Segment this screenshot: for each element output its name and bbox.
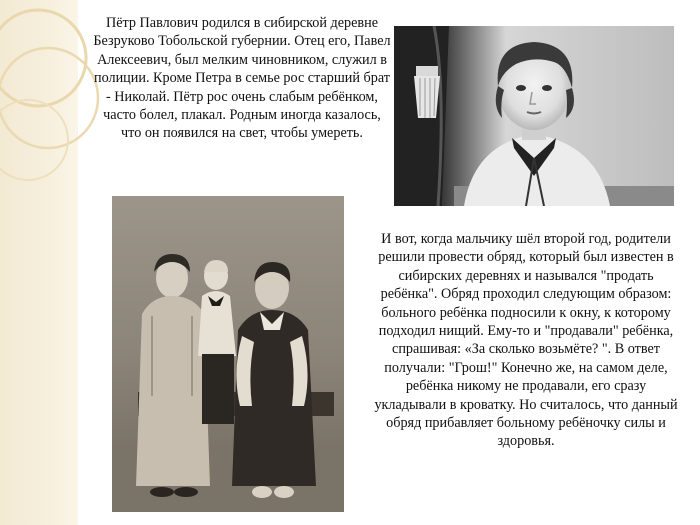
decorative-arcs-icon [0,0,100,200]
boy-portrait-photo [394,26,674,206]
family-portrait-photo [112,196,344,512]
paragraph-bottom: И вот, когда мальчику шёл второй год, родители решили провести обряд, который был известен в сибирских деревнях и назывался "продать ребёнка". Обряд проходил следующим образом: больного ребёнка подносили к окну, к которому подходил нищий. Ему-то и "продавали" ребёнка, спрашивая: «За сколько возьмёте? ". В ответ получали: "Грош!" Конечно же, на самом деле, ребёнка никому не продавали, его сразу укладывали в кроватку. Но считалось, что данный обряд прибавляет больному ребёночку силы и здоровья. [374,231,678,450]
paragraph-top: Пётр Павлович родился в сибирской деревне Безруково Тобольской губернии. Отец его, Павел Алексеевич, был мелким чиновником, служил в полиции. Кроме Петра в семье рос старший брат - Николай. Пётр рос очень слабым ребёнком, часто болел, плакал. Родным иногда казалось, что он появился на свет, чтобы умереть. [93,15,391,142]
